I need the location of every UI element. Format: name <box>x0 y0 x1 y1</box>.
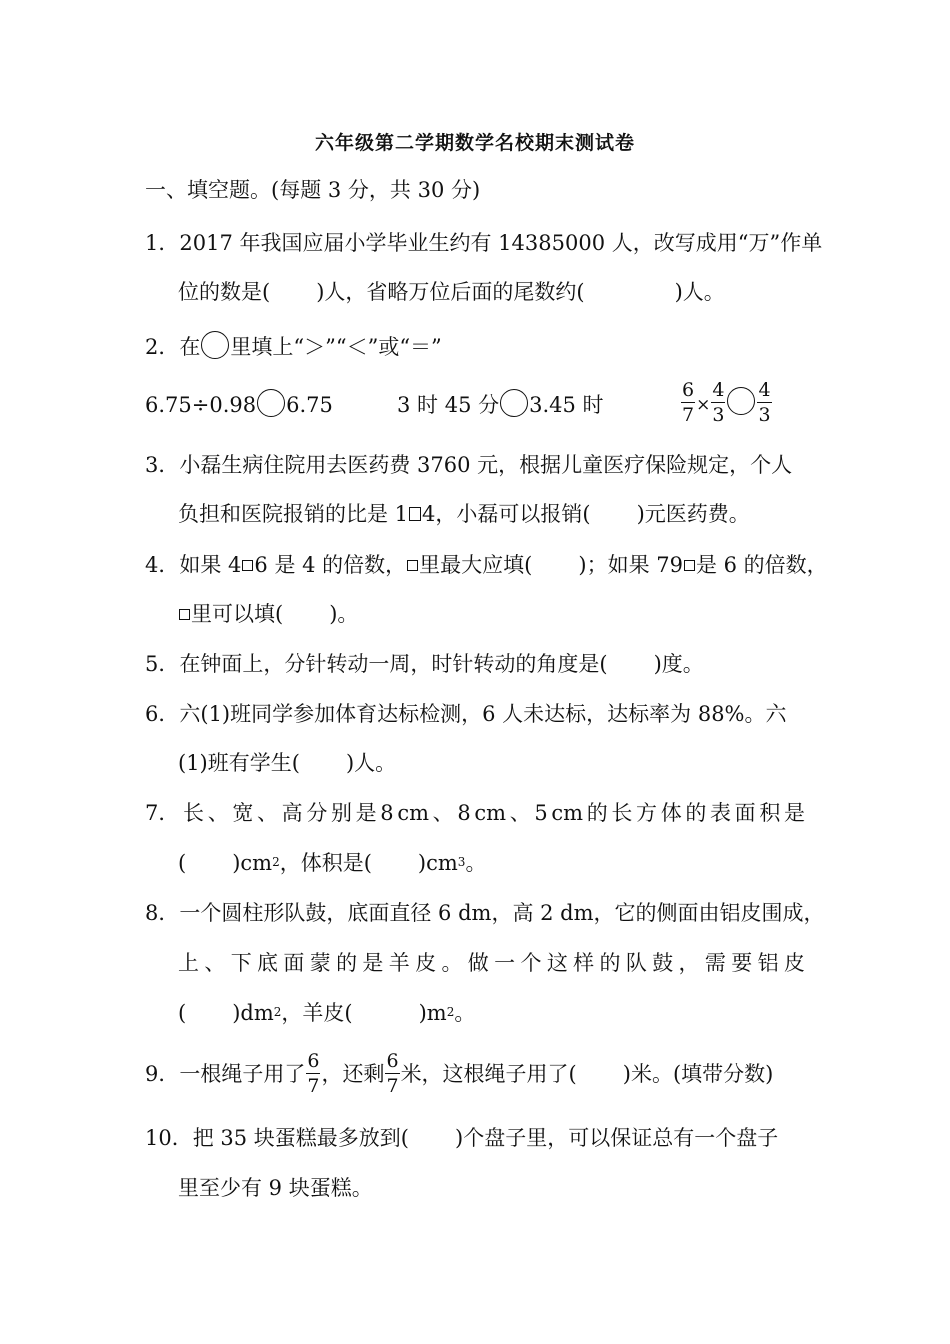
question-4-line-2: 里可以填( )。 <box>178 600 358 628</box>
compare-expression-2: 3 时 45 分 3.45 时 <box>397 389 604 419</box>
question-3-line-1: 3．小磊生病住院用去医药费 3760 元，根据儿童医疗保险规定，个人 <box>145 453 793 477</box>
question-number: 1． <box>145 231 180 255</box>
question-2-intro: 2．在 里填上“＞”“＜”或“＝” <box>145 331 442 361</box>
question-number: 6． <box>145 702 180 726</box>
question-number: 4． <box>145 553 180 577</box>
question-8-line-3: ( )$dm^2$，羊皮( )$m^2$。 <box>178 1001 476 1025</box>
fraction: $\frac{6}{7}$ <box>307 1050 320 1097</box>
compare-circle[interactable] <box>500 389 528 417</box>
square-placeholder-icon <box>179 609 190 620</box>
fraction: $\frac{6}{7}$ <box>682 379 695 426</box>
fraction: $\frac{4}{3}$ <box>712 379 725 426</box>
question-number: 7． <box>145 801 180 825</box>
question-1-line-1: 1．2017 年我国应届小学毕业生约有 14385000 人，改写成用“万”作单 <box>145 231 823 255</box>
question-7-line-1: 7． 长 、 宽 、 高 分 别 是 8 cm 、 8 cm 、 5 cm 的 长 方 体 的 表 面 积 是 <box>145 801 805 825</box>
square-placeholder-icon <box>242 560 253 571</box>
compare-expression-3: $\frac{6}{7}$ × $\frac{4}{3}$ $\frac{4}{3}$ <box>682 379 771 426</box>
fraction: $\frac{4}{3}$ <box>758 379 771 426</box>
question-8-line-1: 8．一个圆柱形队鼓，底面直径 6 dm，高 2 dm，它的侧面由铝皮围成， <box>145 901 825 925</box>
page-title: 六年级第二学期数学名校期末测试卷 <box>314 132 635 154</box>
question-4-line-1: 4．如果 4 6 是 4 的倍数， 里最大应填( )；如果 79 是 6 的倍数， <box>145 553 828 577</box>
question-6-line-1: 6．六(1)班同学参加体育达标检测，6 人未达标，达标率为 88%。六 <box>145 702 787 726</box>
question-8-line-2: 上 、 下 底 面 蒙 的 是 羊 皮 。 做 一 个 这 样 的 队 鼓 ， 需 要 铝 皮 <box>178 951 805 975</box>
compare-circle[interactable] <box>257 389 285 417</box>
question-number: 3． <box>145 453 180 477</box>
ratio-colon-glyph <box>409 507 421 521</box>
question-6-line-2: (1)班有学生( )人。 <box>178 751 397 775</box>
question-number: 9． <box>145 1062 180 1086</box>
question-5: 5．在钟面上，分针转动一周，时针转动的角度是( )度。 <box>145 652 704 676</box>
section-heading: 一、填空题。(每题 3 分，共 30 分) <box>145 178 481 202</box>
question-number: 5． <box>145 652 180 676</box>
compare-circle[interactable] <box>727 387 755 415</box>
question-number: 10． <box>145 1126 193 1150</box>
question-10-line-1: 10．把 35 块蛋糕最多放到( )个盘子里，可以保证总有一个盘子 <box>145 1126 779 1150</box>
question-10-line-2: 里至少有 9 块蛋糕。 <box>178 1176 373 1200</box>
square-placeholder-icon <box>407 560 418 571</box>
question-number: 8． <box>145 901 180 925</box>
question-9: 9．一根绳子用了 $\frac{6}{7}$ ，还剩 $\frac{6}{7}$ 米，这根绳子用了( )米。(填带分数) <box>145 1050 774 1097</box>
circle-icon <box>201 331 229 359</box>
question-3-line-2: 负担和医院报销的比是 1 4，小磊可以报销( )元医药费。 <box>178 502 750 526</box>
question-1-line-2: 位的数是( )人，省略万位后面的尾数约( )人。 <box>178 280 725 304</box>
fraction: $\frac{6}{7}$ <box>386 1050 399 1097</box>
question-number: 2． <box>145 335 180 359</box>
square-placeholder-icon <box>684 560 695 571</box>
compare-expression-1: 6.75÷0.98 6.75 <box>145 389 333 419</box>
question-7-line-2: ( )$cm^2$，体积是( )$cm^3$。 <box>178 851 487 875</box>
